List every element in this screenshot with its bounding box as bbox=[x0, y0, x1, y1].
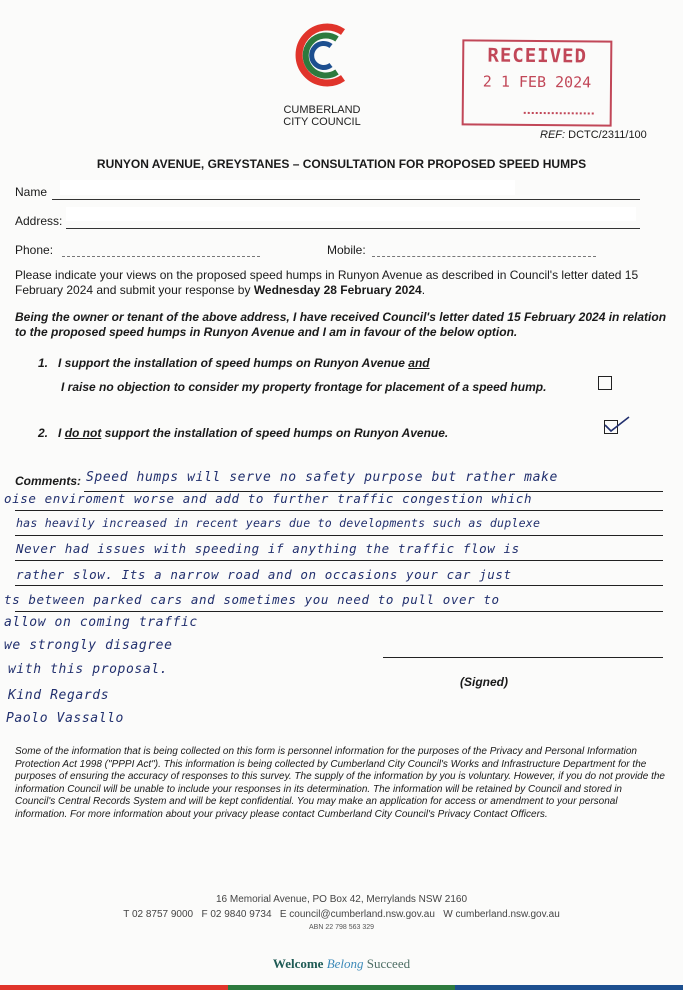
comments-label: Comments: bbox=[15, 474, 82, 488]
council-name-line2: CITY COUNCIL bbox=[283, 116, 361, 128]
council-name-line1: CUMBERLAND bbox=[283, 104, 361, 116]
comment-rule-3 bbox=[15, 535, 663, 536]
privacy-notice: Some of the information that is being collected on this form is personnel information for the purposes of the Privacy and Personal Information Protection Act 1998 ("PPPI Act"). This information is being collected by Cumberland City Council's Works and Infrastructure Department for the purposes of ensuring the accuracy of responses to this survey. The supply of the information by you is voluntary. However, if you do not provide the information Council will be unable to include your responses in its determination. The information will be retained by Council and stored in Council's Central Records System and will be kept confidential. You may make an application for access or amendment to your personal information. For more information about your privacy please contact Cumberland City Council's Privacy Contact Officers. bbox=[15, 746, 665, 820]
signature-field[interactable] bbox=[383, 657, 663, 658]
stamp-date: 2 1 FEB 2024 bbox=[482, 72, 592, 92]
comment-line-2: oise enviroment worse and add to further traffic congestion which bbox=[4, 491, 533, 506]
address-label: Address: bbox=[15, 214, 63, 228]
comment-rule-4 bbox=[15, 560, 663, 561]
band-blue bbox=[455, 985, 683, 990]
footer-contacts: T 02 8757 9000 F 02 9840 9734 E council@cumberland.nsw.gov.au W cumberland.nsw.gov.au bbox=[123, 909, 560, 920]
option-2-underlined: do not bbox=[64, 426, 102, 440]
option-2-number: 2. bbox=[38, 426, 49, 440]
comment-line-6: ts between parked cars and sometimes you need to pull over to bbox=[4, 592, 500, 607]
option-2-post: support the installation of speed humps on Runyon Avenue. bbox=[101, 426, 449, 440]
reference-label: REF: bbox=[540, 129, 566, 141]
comment-rule-5 bbox=[15, 585, 663, 586]
option-1-checkbox[interactable] bbox=[598, 376, 612, 390]
reference-value: DCTC/2311/100 bbox=[568, 129, 647, 141]
comment-line-9: with this proposal. bbox=[8, 662, 169, 677]
address-redaction bbox=[66, 207, 636, 221]
tagline-welcome: Welcome bbox=[272, 956, 324, 971]
instructions-end: . bbox=[421, 283, 426, 297]
band-green bbox=[228, 985, 456, 990]
tagline-belong: Belong bbox=[326, 956, 364, 971]
signatory-name: Paolo Vassallo bbox=[6, 711, 124, 726]
comment-rule-2 bbox=[15, 510, 663, 511]
option-2-checkbox[interactable] bbox=[604, 420, 618, 434]
instructions-text: Please indicate your views on the proposed speed humps in Runyon Avenue as described in Council's letter dated 15 February 2024 and submit your response by bbox=[15, 268, 639, 297]
tagline-succeed: Succeed bbox=[366, 956, 411, 971]
footer-abn: ABN 22 798 563 329 bbox=[309, 924, 374, 931]
mobile-field[interactable] bbox=[372, 241, 596, 257]
reference bbox=[540, 129, 647, 141]
comment-line-8: we strongly disagree bbox=[4, 638, 173, 653]
comment-line-4: Never had issues with speeding if anything the traffic flow is bbox=[16, 541, 520, 556]
option-1 bbox=[38, 356, 430, 370]
footer-colour-band bbox=[0, 985, 683, 990]
comment-line-3: has heavily increased in recent years due to developments such as duplexe bbox=[16, 516, 541, 530]
stamp-label: RECEIVED bbox=[487, 44, 588, 68]
signed-label: (Signed) bbox=[460, 675, 508, 689]
received-stamp bbox=[462, 39, 613, 126]
band-red bbox=[0, 985, 228, 990]
comment-line-5: rather slow. Its a narrow road and on occasions your car just bbox=[16, 567, 512, 582]
phone-field[interactable] bbox=[62, 241, 260, 257]
declaration: Being the owner or tenant of the above address, I have received Council's letter dated 15 February 2024 in relation to the proposed speed humps in Runyon Avenue and I am in favour of the below option. bbox=[15, 310, 667, 339]
footer-tagline bbox=[0, 956, 683, 972]
option-1-text: I support the installation of speed humps on Runyon Avenue bbox=[58, 356, 409, 370]
phone-label: Phone: bbox=[15, 243, 54, 257]
mobile-label: Mobile: bbox=[327, 243, 366, 257]
comment-rule-6 bbox=[15, 611, 663, 612]
name-label: Name bbox=[15, 185, 48, 199]
footer-address: 16 Memorial Avenue, PO Box 42, Merrylands NSW 2160 bbox=[215, 894, 468, 905]
comment-line-7: allow on coming traffic bbox=[4, 615, 198, 630]
council-name bbox=[270, 104, 374, 128]
form-title: RUNYON AVENUE, GREYSTANES – CONSULTATION FOR PROPOSED SPEED HUMPS bbox=[96, 157, 587, 171]
option-1-number: 1. bbox=[38, 356, 49, 370]
instructions-deadline: Wednesday 28 February 2024 bbox=[253, 283, 422, 297]
council-logo bbox=[289, 20, 353, 100]
option-2-pre: I bbox=[58, 426, 65, 440]
stamp-smudge bbox=[524, 108, 594, 115]
option-1-line2: I raise no objection to consider my property frontage for placement of a speed hump. bbox=[61, 380, 547, 394]
comment-line-1: Speed humps will serve no safety purpose but rather make bbox=[86, 470, 558, 485]
sign-off: Kind Regards bbox=[8, 688, 110, 703]
name-redaction bbox=[60, 180, 515, 195]
option-2 bbox=[38, 426, 448, 440]
instructions bbox=[15, 268, 667, 298]
council-logo-icon bbox=[289, 20, 353, 100]
option-1-and: and bbox=[408, 356, 430, 370]
tick-mark-icon bbox=[603, 415, 633, 435]
